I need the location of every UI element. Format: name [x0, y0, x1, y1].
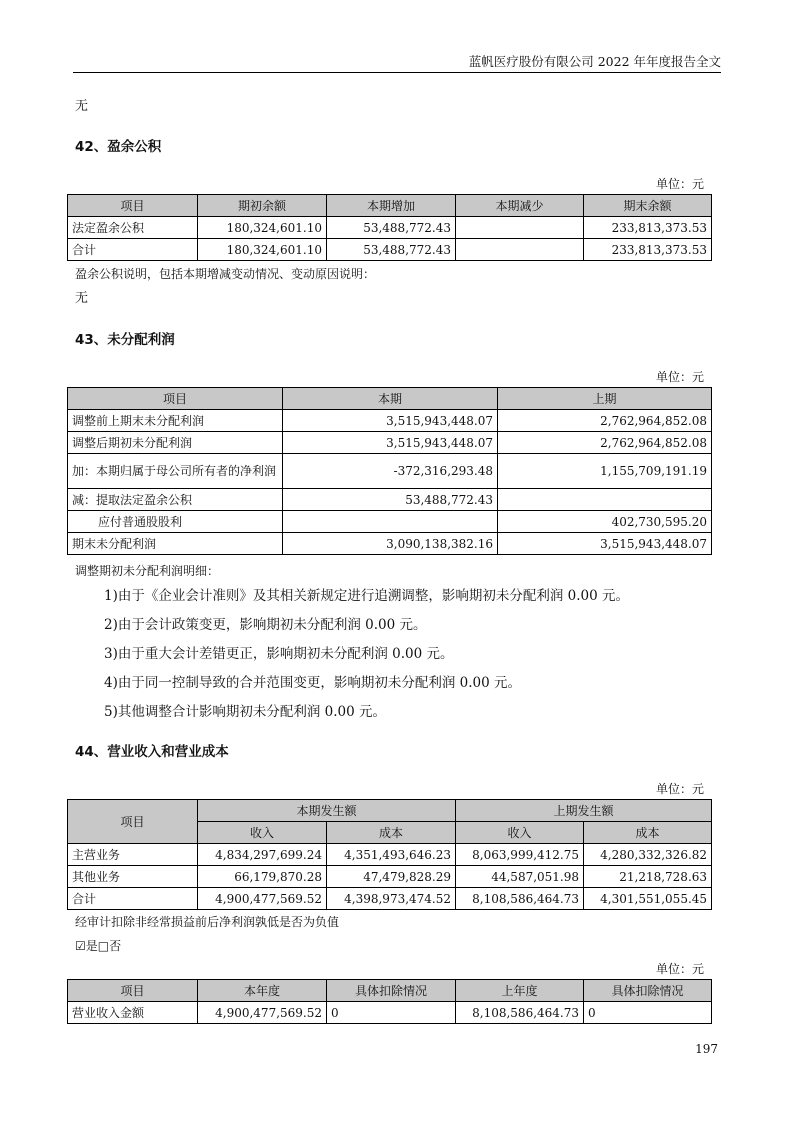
s43-detail-3: 3)由于重大会计差错更正，影响期初未分配利润 0.00 元。 — [104, 646, 454, 662]
page-header: 蓝帆医疗股份有限公司 2022 年年度报告全文 — [73, 52, 721, 73]
s42-unit: 单位：元 — [655, 177, 704, 191]
cell: 加：本期归属于母公司所有者的净利润 — [68, 454, 283, 489]
cell: 0 — [327, 1002, 456, 1024]
s44-unit: 单位：元 — [655, 782, 704, 796]
table-row — [68, 1002, 712, 1024]
cell — [283, 511, 498, 533]
header-cell: 具体扣除情况 — [327, 980, 456, 1002]
cell: 营业收入金额 — [68, 1002, 198, 1024]
header-cell: 本期发生额 — [198, 800, 456, 822]
cell: 53,488,772.43 — [283, 489, 498, 511]
cell: 3,090,138,382.16 — [283, 533, 498, 555]
header-cell: 成本 — [584, 822, 712, 844]
cell: 减：提取法定盈余公积 — [68, 489, 283, 511]
header-cell: 成本 — [327, 822, 456, 844]
table-row — [68, 844, 712, 866]
s42-table — [67, 194, 712, 261]
table-row — [68, 533, 712, 555]
cell: 3,515,943,448.07 — [283, 432, 498, 454]
cell: 3,515,943,448.07 — [283, 410, 498, 432]
table-row — [68, 239, 712, 261]
cell: 调整后期初未分配利润 — [68, 432, 283, 454]
cell: 1,155,709,191.19 — [498, 454, 712, 489]
cell: 180,324,601.10 — [198, 217, 327, 239]
s42-note-value: 无 — [75, 291, 89, 306]
yes-checkbox[interactable]: ☑是 — [75, 939, 98, 953]
cell: 期末未分配利润 — [68, 533, 283, 555]
cell: 0 — [584, 1002, 712, 1024]
s43-detail-1: 1)由于《企业会计准则》及其相关新规定进行追溯调整，影响期初未分配利润 0.00 元。 — [104, 588, 629, 604]
header-cell: 本年度 — [198, 980, 327, 1002]
section-44-title: 44、营业收入和营业成本 — [75, 744, 229, 760]
s43-detail-title: 调整期初未分配利润明细： — [75, 564, 220, 578]
cell: 66,179,870.28 — [198, 866, 327, 888]
header-cell: 上年度 — [456, 980, 584, 1002]
header-cell: 期末余额 — [584, 195, 712, 217]
s42-note: 盈余公积说明，包括本期增减变动情况、变动原因说明： — [75, 267, 376, 281]
cell: 233,813,373.53 — [584, 239, 712, 261]
s44-table2 — [67, 979, 712, 1024]
header-cell: 项目 — [68, 980, 198, 1002]
s44-question: 经审计扣除非经常损益前后净利润孰低是否为负值 — [75, 915, 340, 929]
s43-unit: 单位：元 — [655, 370, 704, 384]
table-row — [68, 410, 712, 432]
s43-detail-4: 4)由于同一控制导致的合并范围变更，影响期初未分配利润 0.00 元。 — [104, 675, 521, 691]
cell: 8,108,586,464.73 — [456, 888, 584, 910]
cell: 8,063,999,412.75 — [456, 844, 584, 866]
cell: 4,900,477,569.52 — [198, 1002, 327, 1024]
cell: 4,398,973,474.52 — [327, 888, 456, 910]
cell: 4,900,477,569.52 — [198, 888, 327, 910]
cell: 法定盈余公积 — [68, 217, 198, 239]
cell: 2,762,964,852.08 — [498, 410, 712, 432]
section-43-title: 43、未分配利润 — [75, 332, 175, 348]
top-text: 无 — [75, 99, 89, 114]
header-cell: 本期 — [283, 388, 498, 410]
table-row — [68, 888, 712, 910]
header-cell: 上期发生额 — [456, 800, 712, 822]
cell: 21,218,728.63 — [584, 866, 712, 888]
table-header-row — [68, 800, 712, 822]
cell — [456, 239, 584, 261]
header-cell: 收入 — [198, 822, 327, 844]
s44-table — [67, 799, 712, 910]
cell — [498, 489, 712, 511]
cell: 合计 — [68, 239, 198, 261]
header-cell: 项目 — [68, 800, 198, 844]
table-row — [68, 866, 712, 888]
cell: 3,515,943,448.07 — [498, 533, 712, 555]
cell: -372,316,293.48 — [283, 454, 498, 489]
s43-detail-2: 2)由于会计政策变更，影响期初未分配利润 0.00 元。 — [104, 617, 427, 633]
cell: 调整前上期末未分配利润 — [68, 410, 283, 432]
cell: 4,834,297,699.24 — [198, 844, 327, 866]
header-cell: 项目 — [68, 195, 198, 217]
header-cell: 上期 — [498, 388, 712, 410]
cell: 4,301,551,055.45 — [584, 888, 712, 910]
s44-unit2: 单位：元 — [655, 962, 704, 976]
table-row — [68, 217, 712, 239]
cell: 53,488,772.43 — [327, 217, 456, 239]
no-checkbox[interactable]: □否 — [97, 939, 122, 953]
header-cell: 收入 — [456, 822, 584, 844]
table-row — [68, 454, 712, 489]
cell: 402,730,595.20 — [498, 511, 712, 533]
cell: 233,813,373.53 — [584, 217, 712, 239]
header-cell: 项目 — [68, 388, 283, 410]
table-row — [68, 511, 712, 533]
header-cell: 本期减少 — [456, 195, 584, 217]
table-row — [68, 489, 712, 511]
table-header-row — [68, 195, 712, 217]
cell: 180,324,601.10 — [198, 239, 327, 261]
table-header-row — [68, 980, 712, 1002]
cell: 47,479,828.29 — [327, 866, 456, 888]
page-number: 197 — [695, 1042, 718, 1056]
cell: 合计 — [68, 888, 198, 910]
s43-table — [67, 387, 712, 555]
header-cell: 具体扣除情况 — [584, 980, 712, 1002]
cell: 4,280,332,326.82 — [584, 844, 712, 866]
section-42-title: 42、盈余公积 — [75, 139, 162, 155]
header-cell: 期初余额 — [198, 195, 327, 217]
table-row — [68, 432, 712, 454]
s43-detail-5: 5)其他调整合计影响期初未分配利润 0.00 元。 — [104, 704, 386, 720]
table-header-row — [68, 388, 712, 410]
cell: 主营业务 — [68, 844, 198, 866]
cell: 4,351,493,646.23 — [327, 844, 456, 866]
cell: 其他业务 — [68, 866, 198, 888]
cell: 8,108,586,464.73 — [456, 1002, 584, 1024]
cell: 应付普通股股利 — [68, 511, 283, 533]
header-cell: 本期增加 — [327, 195, 456, 217]
cell: 53,488,772.43 — [327, 239, 456, 261]
s44-answer — [75, 938, 121, 954]
cell: 2,762,964,852.08 — [498, 432, 712, 454]
cell — [456, 217, 584, 239]
cell: 44,587,051.98 — [456, 866, 584, 888]
